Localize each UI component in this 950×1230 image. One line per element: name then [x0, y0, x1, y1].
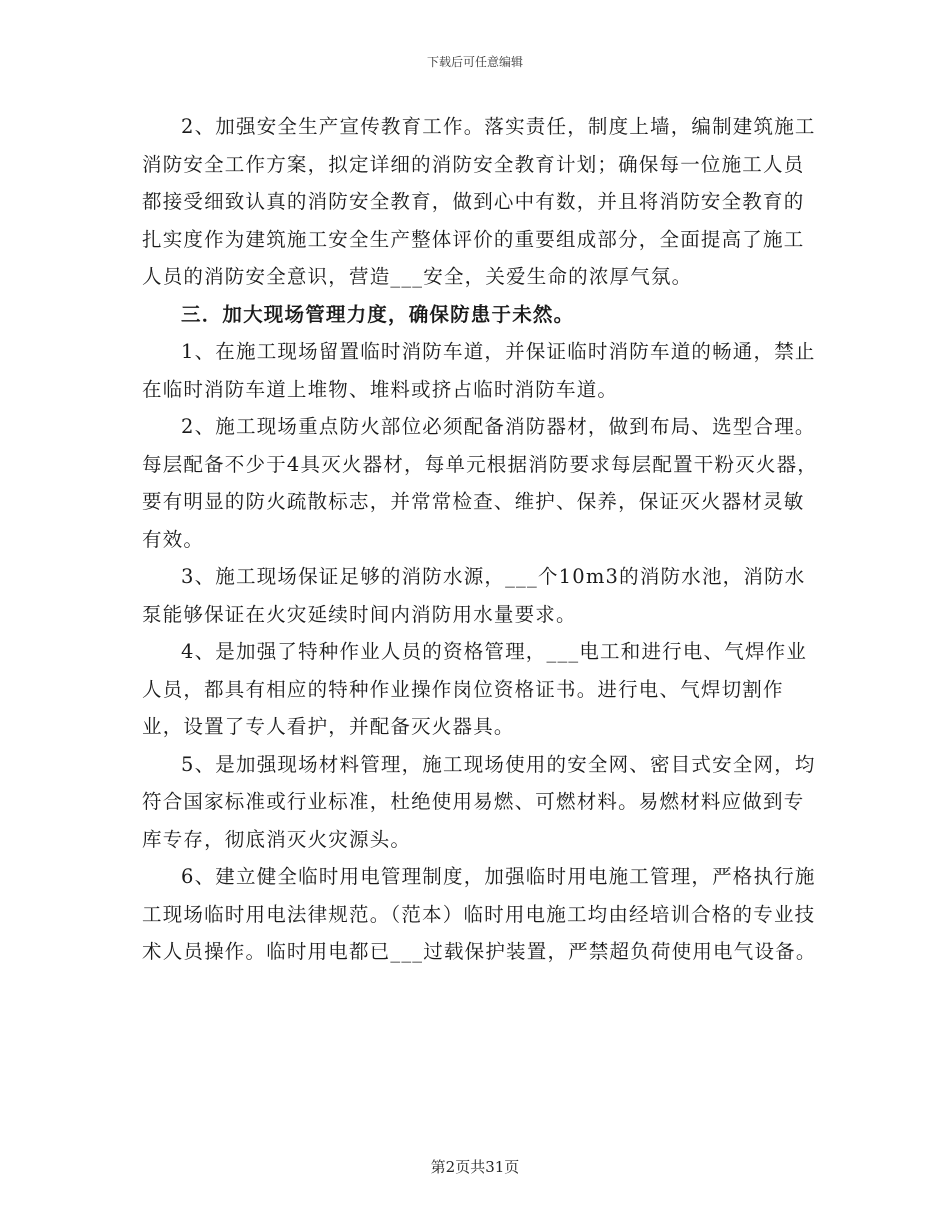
paragraph-fire-equipment: 2、施工现场重点防火部位必须配备消防器材，做到布局、选型合理。每层配备不少于4具灭火器材，每单元根据消防要求每层配置干粉灭火器，要有明显的防火疏散标志，并常常检查、维护、保养，保证灭火器材灵敏有效。 [142, 415, 819, 551]
paragraph-temporary-electricity: 6、建立健全临时用电管理制度，加强临时用电施工管理，严格执行施工现场临时用电法律规范。（范本）临时用电施工均由经培训合格的专业技术人员操作。临时用电都已___过载保护装置，严禁超负荷使用电气设备。 [142, 865, 817, 963]
page-number: 第2页共31页 [430, 1158, 520, 1176]
document-body [142, 108, 818, 971]
paragraph-special-operators: 4、是加强了特种作业人员的资格管理，___电工和进行电、气焊作业人员，都具有相应的特种作业操作岗位资格证书。进行电、气焊切割作业，设置了专人看护，并配备灭火器具。 [142, 640, 808, 738]
paragraph-fire-lane: 1、在施工现场留置临时消防车道，并保证临时消防车道的畅通，禁止在临时消防车道上堆物、堆料或挤占临时消防车道。 [142, 340, 816, 401]
paragraph-publicity-education: 2、加强安全生产宣传教育工作。落实责任，制度上墙，编制建筑施工消防安全工作方案，拟定详细的消防安全教育计划；确保每一位施工人员都接受细致认真的消防安全教育，做到心中有数，并且将消防安全教育的扎实度作为建筑施工安全生产整体评价的重要组成部分，全面提高了施工人员的消防安全意识，营造___安全，关爱生命的浓厚气氛。 [142, 115, 816, 288]
page-header: 下载后可任意编辑 [426, 55, 523, 69]
paragraph-water-source: 3、施工现场保证足够的消防水源，___个10m3的消防水池，消防水泵能够保证在火灾延续时间内消防用水量要求。 [142, 565, 806, 626]
paragraph-site-materials: 5、是加强现场材料管理，施工现场使用的安全网、密目式安全网，均符合国家标准或行业标准，杜绝使用易燃、可燃材料。易燃材料应做到专库专存，彻底消灭火灾源头。 [142, 752, 816, 851]
section-heading-site-management: 三．加大现场管理力度，确保防患于未然。 [181, 302, 575, 326]
